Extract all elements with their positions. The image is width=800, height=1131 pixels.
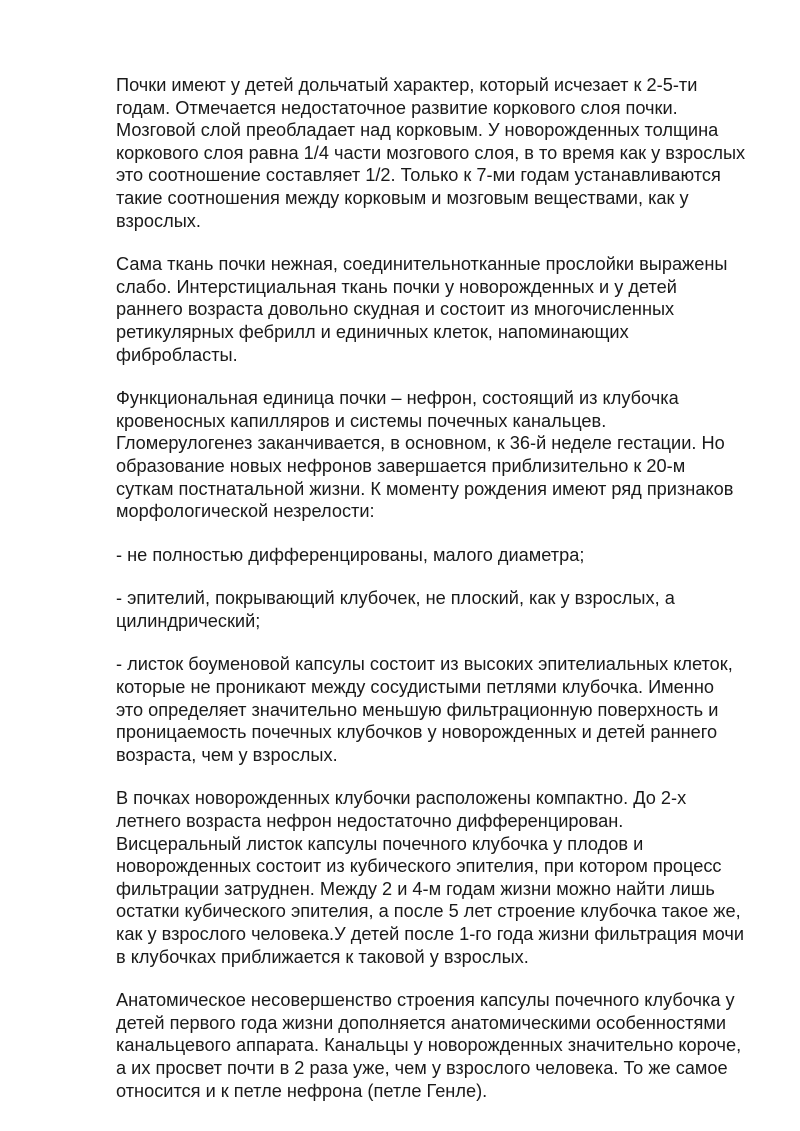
paragraph-kidney-lobulation: Почки имеют у детей дольчатый характер, который исчезает к 2-5-ти годам. Отмечается недостаточное развитие коркового слоя почки. Мозговой слой преобладает над корковым. У новорожденных толщина коркового слоя равна 1/4 части мозгового слоя, в то время как у взрослых это соотношение составляет 1/2. Только к 7-ми годам устанавливаются такие соотношения между корковым и мозговым веществами, как у взрослых. xyxy=(116,75,746,231)
list-item-epithelium: - эпителий, покрывающий клубочек, не плоский, как у взрослых, а цилиндрический; xyxy=(116,588,675,631)
list-item-bowman-capsule: - листок боуменовой капсулы состоит из высоких эпителиальных клеток, которые не проникают между сосудистыми петлями клубочка. Именно это определяет значительно меньшую фильтрационную поверхность и проницаемость почечных клубочков у новорожденных и детей раннего возраста, чем у взрослых. xyxy=(116,654,733,765)
paragraph-glomeruli: В почках новорожденных клубочки расположены компактно. До 2-х летнего возраста нефрон недостаточно дифференцирован. Висцеральный листок капсулы почечного клубочка у плодов и новорожденных состоит из кубического эпителия, при котором процесс фильтрации затруднен. Между 2 и 4-м годам жизни можно найти лишь остатки кубического эпителия, а после 5 лет строение клубочка такое же, как у взрослого человека.У детей после 1-го года жизни фильтрация мочи в клубочках приближается к таковой у взрослых. xyxy=(116,788,745,967)
paragraph-tubules: Анатомическое несовершенство строения капсулы почечного клубочка у детей первого года жизни дополняется анатомическими особенностями канальцевого аппарата. Канальцы у новорожденных значительно короче, а их просвет почти в 2 раза уже, чем у взрослого человека. То же самое относится и к петле нефрона (петле Генле). xyxy=(116,990,742,1101)
list-item-diameter: - не полностью дифференцированы, малого диаметра; xyxy=(116,544,585,565)
document-page xyxy=(116,74,746,1123)
paragraph-kidney-tissue: Сама ткань почки нежная, соединительнотканные прослойки выражены слабо. Интерстициальная ткань почки у новорожденных и у детей раннего возраста довольно скудная и состоит из многочисленных ретикулярных фебрилл и единичных клеток, напоминающих фибробласты. xyxy=(116,254,728,365)
paragraph-nephron: Функциональная единица почки – нефрон, состоящий из клубочка кровеносных капилляров и системы почечных канальцев. Гломерулогенез заканчивается, в основном, к 36-й неделе гестации. Но образование новых нефронов завершается приблизительно к 20-м суткам постнатальной жизни. К моменту рождения имеют ряд признаков морфологической незрелости: xyxy=(116,388,734,522)
